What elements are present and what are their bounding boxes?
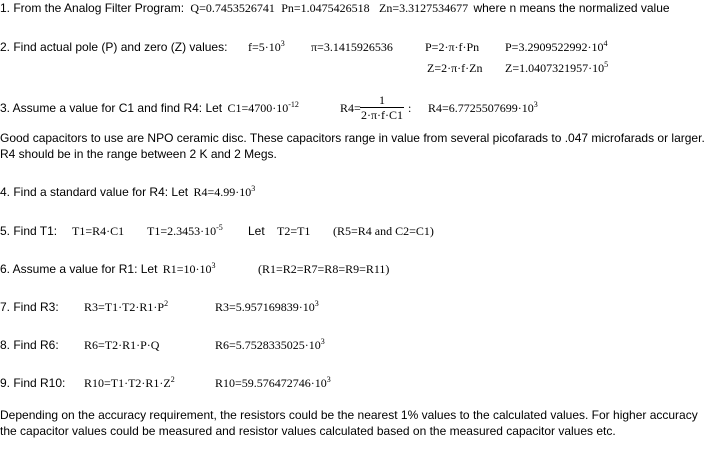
r6-exponent: 3: [320, 337, 325, 346]
p-base: P=3.2909522992·10: [505, 40, 604, 54]
step-4: [0, 185, 255, 199]
c1-base: C1=4700·10: [227, 101, 289, 115]
r4-denominator: 2·π·f·C1: [360, 108, 404, 122]
step-6-note: (R1=R2=R7=R8=R9=R11): [258, 262, 390, 276]
r3-base: R3=5.957169839·10: [215, 300, 315, 314]
z-definition: Z=2·π·f·Zn: [427, 61, 483, 75]
zn-value: Zn=3.3127534677: [379, 1, 469, 15]
accuracy-note: Depending on the accuracy requirement, the resistors could be the nearest 1% values to the calculated values. For higher accuracy the capacitor values could be measured and resistor values calculated based on the measured capacitor values etc.: [0, 408, 698, 438]
c1-exponent: -12: [288, 100, 299, 109]
r6-base: R6=5.7528335025·10: [215, 338, 321, 352]
t2-definition: T2=T1: [277, 224, 311, 238]
r1-base: R1=10·10: [162, 262, 212, 276]
step-7: [0, 300, 59, 314]
step-1-tail: where n means the normalized value: [473, 1, 670, 15]
r3-exponent: 3: [314, 299, 319, 308]
t1-base: T1=2.3453·10: [147, 224, 217, 238]
step-5-note: (R5=R4 and C2=C1): [333, 224, 434, 238]
r3-definition: [84, 300, 168, 314]
step-2-label: 2. Find actual pole (P) and zero (Z) values:: [0, 40, 228, 54]
step-8-label: 8. Find R6:: [0, 338, 59, 352]
r4-fraction: [360, 94, 404, 121]
step-4-label: 4. Find a standard value for R4: Let: [0, 185, 189, 199]
z-value: [505, 61, 608, 75]
r10-base: R10=59.576472746·10: [215, 376, 327, 390]
step-9: [0, 376, 65, 390]
r3-def-base: R3=T1·T2·R1·P: [84, 300, 165, 314]
step-3-label: 3. Assume a value for C1 and find R4: Let: [0, 101, 223, 115]
r3-def-exponent: 2: [164, 299, 169, 308]
step-7-label: 7. Find R3:: [0, 300, 59, 314]
step-3: [0, 101, 299, 115]
r4-colon: :: [408, 101, 412, 115]
step-8: [0, 338, 59, 352]
r4-standard-base: R4=4.99·10: [193, 185, 252, 199]
r1-exponent: 3: [211, 261, 216, 270]
let-label: Let: [248, 224, 265, 238]
c1-value: [227, 101, 298, 115]
pn-value: Pn=1.0475426518: [281, 1, 370, 15]
r6-value: [215, 338, 325, 352]
r4-standard-exponent: 3: [251, 184, 256, 193]
r6-definition: R6=T2·R1·P·Q: [84, 338, 160, 352]
r4-calc-exponent: 3: [533, 100, 538, 109]
r4-lhs: R4=: [340, 101, 361, 115]
f-value: [248, 40, 285, 54]
p-definition: P=2·π·f·Pn: [425, 40, 480, 54]
step-1: [0, 1, 670, 15]
z-exponent: 5: [604, 60, 609, 69]
r10-value: [215, 376, 331, 390]
r4-numerator: 1: [360, 94, 404, 108]
step-5-label: 5. Find T1:: [0, 224, 58, 238]
t1-definition: T1=R4·C1: [72, 224, 125, 238]
r10-exponent: 3: [326, 375, 331, 384]
step-5: [0, 224, 57, 238]
step-2: [0, 40, 227, 54]
step-6: [0, 262, 216, 276]
t1-exponent: -5: [216, 223, 223, 232]
r4-standard: [193, 185, 255, 199]
r4-calculated: [428, 101, 538, 115]
r10-definition: [84, 376, 175, 390]
z-base: Z=1.0407321957·10: [505, 61, 605, 75]
r3-value: [215, 300, 319, 314]
f-base: f=5·10: [248, 40, 281, 54]
p-value: [505, 40, 607, 54]
p-exponent: 4: [603, 39, 608, 48]
r4-calc-base: R4=6.7725507699·10: [428, 101, 534, 115]
pi-value: π=3.1415926536: [311, 40, 393, 54]
f-exponent: 3: [280, 39, 285, 48]
step-6-label: 6. Assume a value for R1: Let: [0, 262, 158, 276]
t1-value: [147, 224, 223, 238]
r1-value: [163, 262, 216, 276]
q-value: Q=0.7453526741: [190, 1, 275, 15]
step-1-label: 1. From the Analog Filter Program:: [0, 1, 185, 15]
r10-def-base: R10=T1·T2·R1·Z: [84, 376, 171, 390]
step-9-label: 9. Find R10:: [0, 376, 66, 390]
capacitor-note: Good capacitors to use are NPO ceramic disc. These capacitors range in value from several picofarads to .047 microfarads or larger. R4 should be in the range between 2 K and 2 Megs.: [0, 131, 705, 161]
r10-def-exponent: 2: [170, 375, 175, 384]
